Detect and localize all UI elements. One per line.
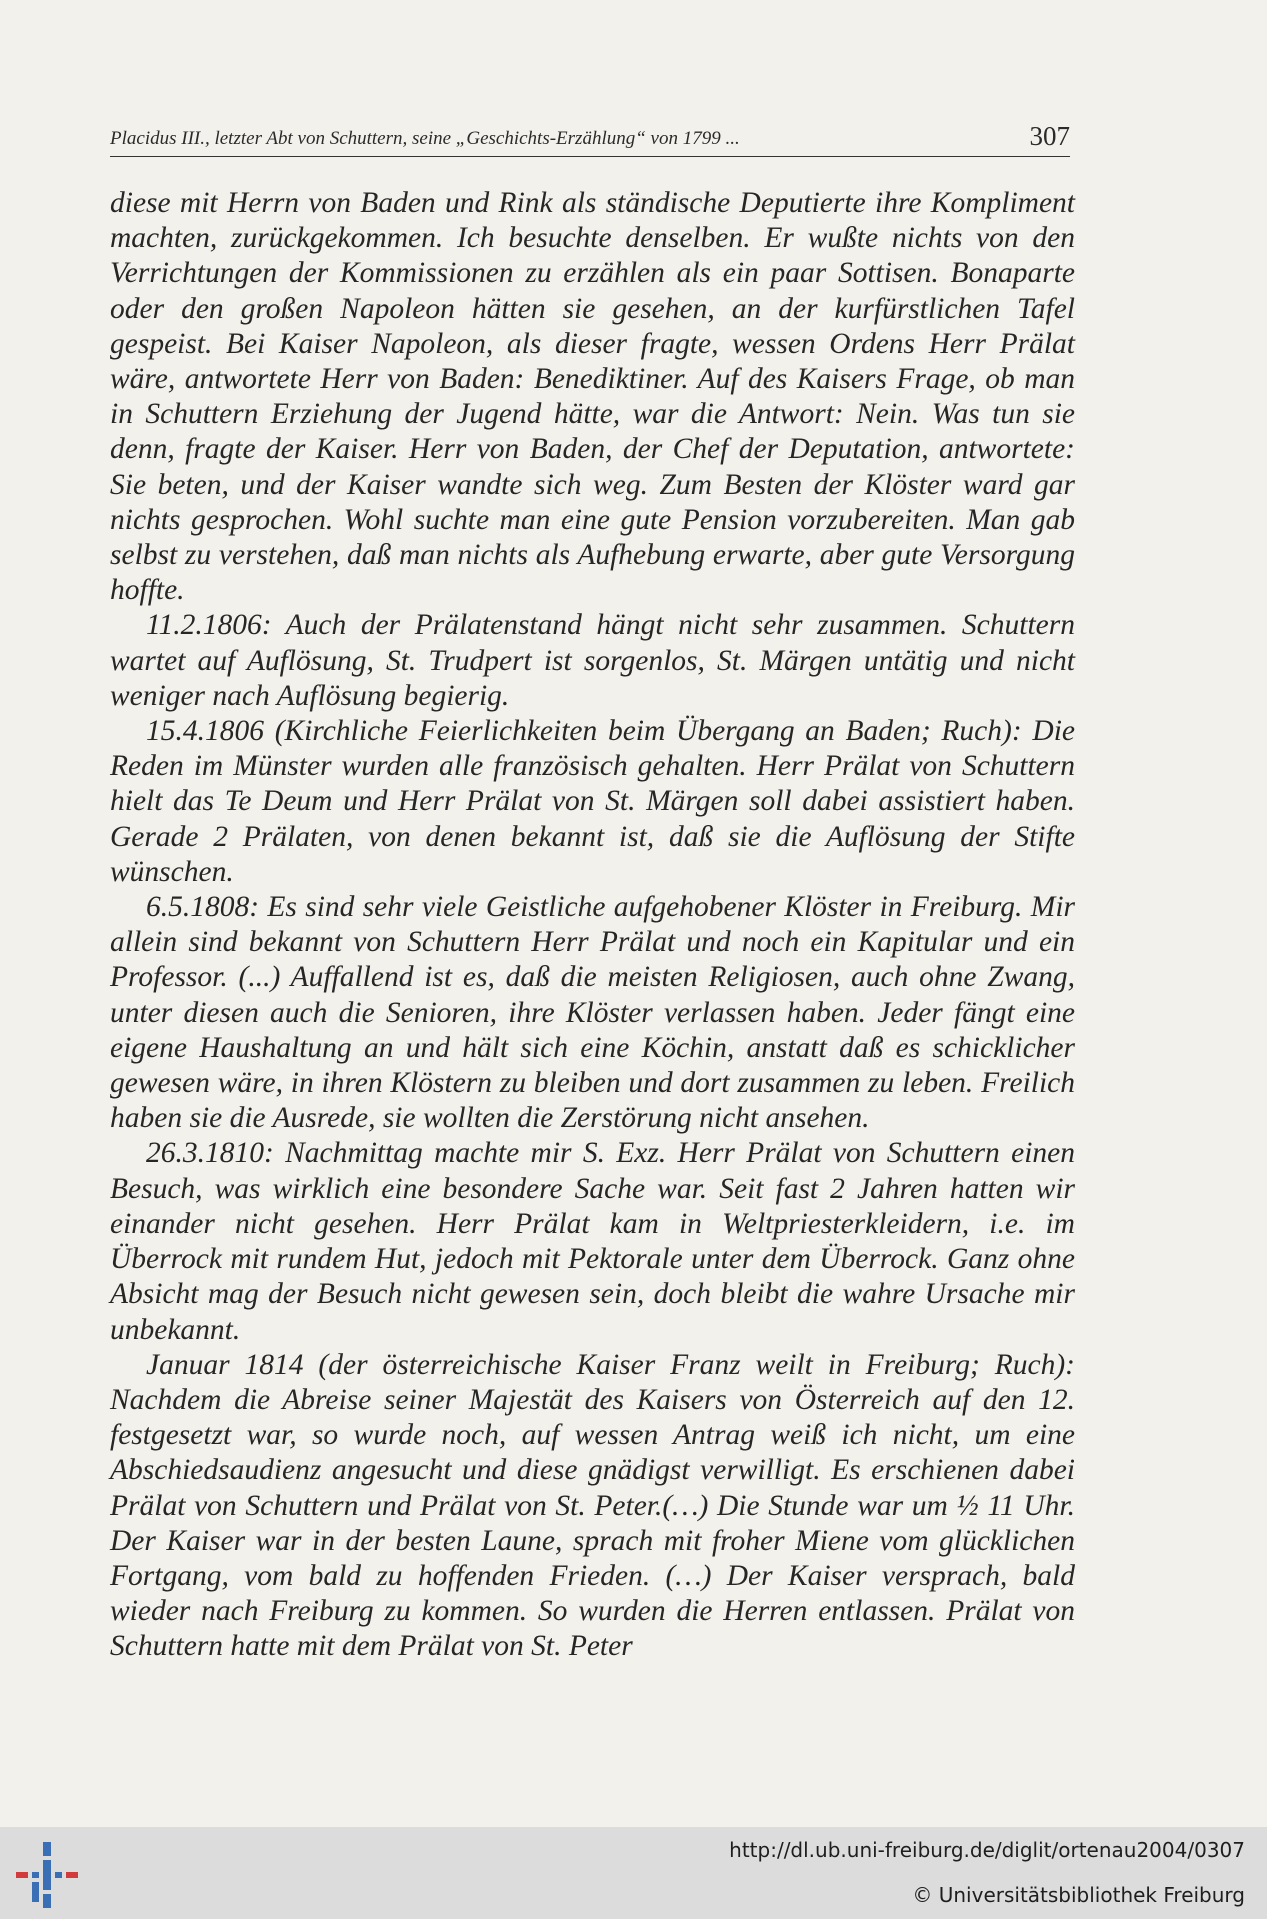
paragraph-1: diese mit Herrn von Baden und Rink als ständische Deputierte ihre Kompliment machten, zurückgekommen. Ich besuchte denselben. Er wußte nichts von den Verrichtungen der Kommissionen zu erzählen als ein paar Sottisen. Bonaparte oder den großen Napoleon hätten sie gesehen, an der kurfürstlichen Tafel gespeist. Bei Kaiser Napoleon, als dieser fragte, wessen Ordens Herr Prälat wäre, antwortete Herr von Baden: Benediktiner. Auf des Kaisers Frage, ob man in Schuttern Erziehung der Jugend hätte, war die Antwort: Nein. Was tun sie denn, fragte der Kaiser. Herr von Baden, der Chef der Deputation, antwortete: Sie beten, und der Kaiser wandte sich weg. Zum Besten der Klöster ward gar nichts gesprochen. Wohl suchte man eine gute Pension vorzubereiten. Man gab selbst zu verstehen, daß man nichts als Aufhebung erwarte, aber gute Versorgung hoffte. <box>110 187 1075 607</box>
page-header <box>110 120 1070 157</box>
permalink-url[interactable]: http://dl.ub.uni-freiburg.de/diglit/ortenau2004/0307 <box>729 1838 1245 1862</box>
running-head: Placidus III., letzter Abt von Schuttern, seine „Geschichts-Erzählung“ von 1799 ... <box>110 128 740 149</box>
paragraph-2: 11.2.1806: Auch der Prälatenstand hängt nicht sehr zusammen. Schuttern wartet auf Auflösung, St. Trudpert ist sorgenlos, St. Märgen untätig und nicht weniger nach Auflösung begierig. <box>110 609 1075 712</box>
paragraph-6: Januar 1814 (der österreichische Kaiser Franz weilt in Freiburg; Ruch): Nachdem die Abreise seiner Majestät des Kaisers von Österreich auf den 12. festgesetzt war, so wurde noch, auf wessen Antrag weiß ich nicht, um eine Abschiedsaudienz angesucht und diese gnädigst verwilligt. Es erschienen dabei Prälat von Schuttern und Prälat von St. Peter.(…) Die Stunde war um ½ 11 Uhr. Der Kaiser war in der besten Laune, sprach mit froher Miene vom glücklichen Fortgang, vom bald zu hoffenden Frieden. (…) Der Kaiser versprach, bald wieder nach Freiburg zu kommen. So wurden die Herren entlassen. Prälat von Schuttern hatte mit dem Prälat von St. Peter <box>110 1348 1075 1663</box>
viewer-footer <box>0 1827 1267 1919</box>
university-library-logo-icon <box>16 1842 78 1908</box>
body-text <box>110 186 1075 1665</box>
page-number: 307 <box>1029 121 1070 151</box>
copyright-notice: © Universitätsbibliothek Freiburg <box>912 1883 1245 1907</box>
paragraph-3: 15.4.1806 (Kirchliche Feierlichkeiten beim Übergang an Baden; Ruch): Die Reden im Münster wurden alle französisch gehalten. Herr Prälat von Schuttern hielt das Te Deum und Herr Prälat von St. Märgen soll dabei assistiert haben. Gerade 2 Prälaten, von denen bekannt ist, daß sie die Auflösung der Stifte wünschen. <box>110 715 1075 888</box>
paragraph-4: 6.5.1808: Es sind sehr viele Geistliche aufgehobener Klöster in Freiburg. Mir allein sind bekannt von Schuttern Herr Prälat und noch ein Kapitular und ein Professor. (...) Auffallend ist es, daß die meisten Religiosen, auch ohne Zwang, unter diesen auch die Senioren, ihre Klöster verlassen haben. Jeder fängt eine eigene Haushaltung an und hält sich eine Köchin, anstatt daß es schicklicher gewesen wäre, in ihren Klöstern zu bleiben und dort zusammen zu leben. Freilich haben sie die Ausrede, sie wollten die Zerstörung nicht ansehen. <box>110 891 1075 1135</box>
paragraph-5: 26.3.1810: Nachmittag machte mir S. Exz. Herr Prälat von Schuttern einen Besuch, was wirklich eine besondere Sache war. Seit fast 2 Jahren hatten wir einander nicht gesehen. Herr Prälat kam in Weltpriesterkleidern, i.e. im Überrock mit rundem Hut, jedoch mit Pektorale unter dem Überrock. Ganz ohne Absicht mag der Besuch nicht gewesen sein, doch bleibt die wahre Ursache mir unbekannt. <box>110 1137 1075 1346</box>
